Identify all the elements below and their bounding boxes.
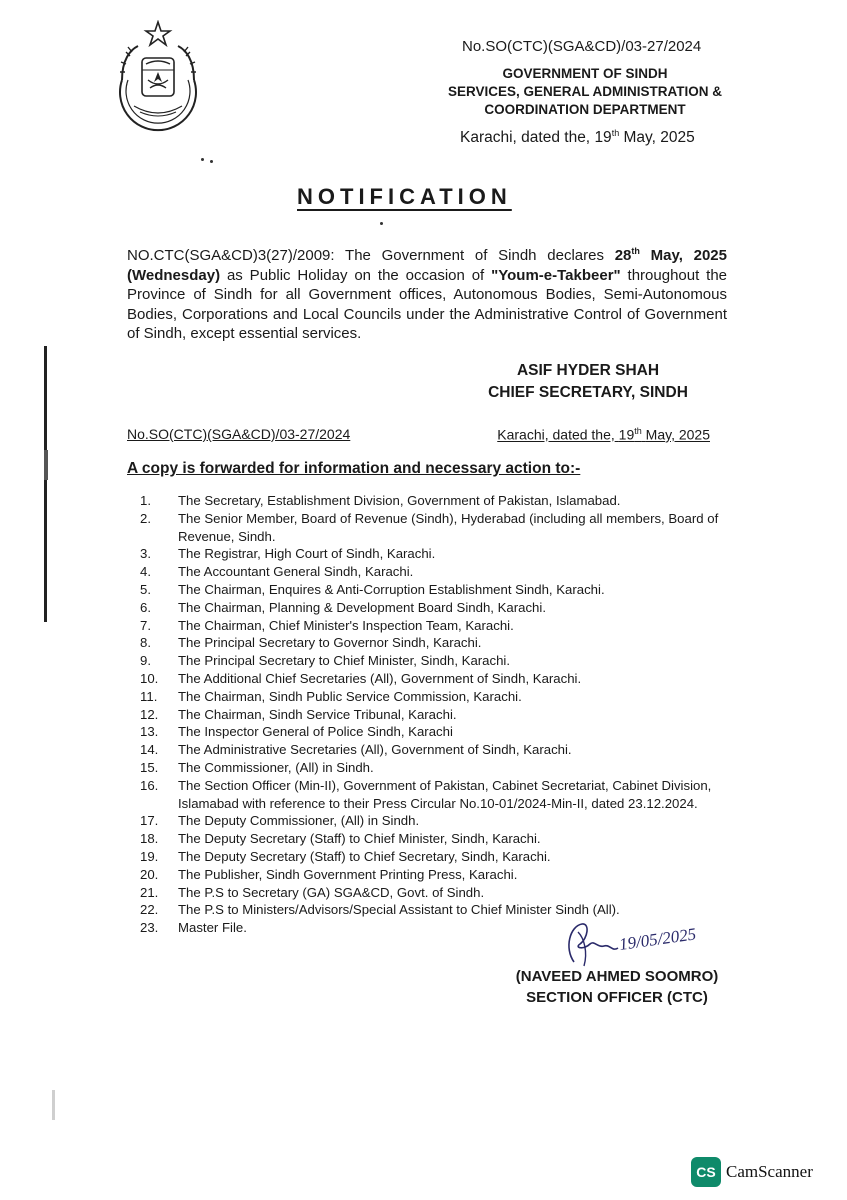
recipient-text: The Registrar, High Court of Sindh, Karachi. bbox=[178, 546, 436, 562]
recipient-item bbox=[140, 492, 740, 510]
copy-forwarded-heading: A copy is forwarded for information and necessary action to:- bbox=[127, 460, 581, 477]
recipient-item bbox=[140, 812, 740, 830]
recipient-number: 17. bbox=[140, 813, 159, 829]
recipient-number: 4. bbox=[140, 564, 151, 580]
recipient-number: 15. bbox=[140, 759, 159, 775]
recipient-text: The Deputy Secretary (Staff) to Chief Minister, Sindh, Karachi. bbox=[178, 831, 541, 847]
department-line-2: COORDINATION DEPARTMENT bbox=[484, 102, 686, 117]
recipient-item bbox=[140, 706, 740, 724]
recipient-text: The Principal Secretary to Chief Minister, Sindh, Karachi. bbox=[178, 653, 511, 669]
recipient-number: 23. bbox=[140, 920, 159, 936]
speck bbox=[380, 222, 383, 225]
notification-body: NO.CTC(SGA&CD)3(27)/2009: The Government of Sindh declares 28th May, 2025 (Wednesday) as Public Holiday on the occasion of "Youm-e-Takbeer" throughout the Province of Sindh for all Government offices, Autonomous Bodies, Semi-Autonomous Bodies, Corporations and Local Councils under the Administrative Control of Government of Sindh, except essential services. bbox=[127, 246, 728, 342]
recipient-item bbox=[140, 866, 740, 884]
recipient-text: The Chairman, Planning & Development Board Sindh, Karachi. bbox=[178, 599, 546, 615]
dated-line-top: Karachi, dated the, 19th May, 2025 bbox=[460, 128, 695, 147]
recipient-number: 12. bbox=[140, 706, 159, 722]
recipient-text: The Section Officer (Min-II), Government of Pakistan, Cabinet Secretariat, Cabinet Division, Islamabad with reference to their Press Circular No.10-01/2024-Min-II, dated 23.12.2024. bbox=[178, 777, 712, 811]
recipient-text: The Chairman, Enquires & Anti-Corruption Establishment Sindh, Karachi. bbox=[178, 581, 605, 597]
handwritten-date: 19/05/2025 bbox=[617, 924, 698, 954]
recipient-text: The Senior Member, Board of Revenue (Sindh), Hyderabad (including all members, Board of Revenue, Sindh. bbox=[178, 510, 719, 544]
recipient-number: 22. bbox=[140, 902, 159, 918]
recipient-text: The Secretary, Establishment Division, Government of Pakistan, Islamabad. bbox=[178, 493, 621, 508]
recipient-item bbox=[140, 688, 740, 706]
recipient-text: The P.S to Secretary (GA) SGA&CD, Govt. of Sindh. bbox=[178, 884, 485, 900]
recipient-number: 8. bbox=[140, 635, 151, 651]
recipient-text: The Accountant General Sindh, Karachi. bbox=[178, 564, 414, 580]
recipient-item bbox=[140, 617, 740, 635]
recipient-number: 1. bbox=[140, 493, 151, 508]
recipient-item bbox=[140, 884, 740, 902]
department-header bbox=[430, 65, 740, 119]
section-officer-signatory bbox=[502, 966, 732, 1008]
recipient-text: The Chairman, Chief Minister's Inspection Team, Karachi. bbox=[178, 617, 514, 633]
recipient-text: The P.S to Ministers/Advisors/Special Assistant to Chief Minister Sindh (All). bbox=[178, 902, 620, 918]
recipient-item bbox=[140, 741, 740, 759]
speck bbox=[201, 158, 204, 161]
recipient-number: 20. bbox=[140, 866, 159, 882]
notification-title: NOTIFICATION bbox=[297, 184, 512, 209]
reference-number-top: No.SO(CTC)(SGA&CD)/03-27/2024 bbox=[462, 38, 702, 55]
chief-secretary-signatory bbox=[458, 360, 718, 404]
recipient-text: The Deputy Secretary (Staff) to Chief Secretary, Sindh, Karachi. bbox=[178, 848, 551, 864]
recipient-list bbox=[140, 492, 740, 937]
scan-edge-artifact bbox=[44, 450, 48, 480]
recipient-text: The Deputy Commissioner, (All) in Sindh. bbox=[178, 813, 420, 829]
recipient-number: 13. bbox=[140, 724, 159, 740]
recipient-item bbox=[140, 759, 740, 777]
government-name: GOVERNMENT OF SINDH bbox=[502, 66, 668, 81]
recipient-text: The Chairman, Sindh Service Tribunal, Karachi. bbox=[178, 706, 457, 722]
recipient-item bbox=[140, 848, 740, 866]
recipient-item bbox=[140, 563, 740, 581]
recipient-number: 10. bbox=[140, 670, 159, 686]
officer-designation: SECTION OFFICER (CTC) bbox=[526, 989, 708, 1006]
recipient-item bbox=[140, 723, 740, 741]
recipient-item bbox=[140, 830, 740, 848]
recipient-number: 5. bbox=[140, 581, 151, 597]
recipient-item bbox=[140, 599, 740, 617]
recipient-number: 9. bbox=[140, 653, 151, 669]
recipient-item bbox=[140, 634, 740, 652]
recipient-item bbox=[140, 901, 740, 919]
recipient-item bbox=[140, 670, 740, 688]
camscanner-logo-icon: CS bbox=[691, 1157, 721, 1187]
recipient-number: 6. bbox=[140, 599, 151, 615]
department-line-1: SERVICES, GENERAL ADMINISTRATION & bbox=[447, 84, 723, 99]
recipient-text: The Commissioner, (All) in Sindh. bbox=[178, 759, 374, 775]
recipient-item bbox=[140, 510, 740, 546]
scan-edge-artifact bbox=[44, 346, 47, 622]
recipient-number: 14. bbox=[140, 742, 159, 758]
recipient-text: The Additional Chief Secretaries (All), Government of Sindh, Karachi. bbox=[178, 670, 582, 686]
scan-edge-artifact bbox=[52, 1090, 55, 1120]
recipient-text: Master File. bbox=[178, 920, 247, 936]
recipient-number: 7. bbox=[140, 617, 151, 633]
recipient-text: The Principal Secretary to Governor Sindh, Karachi. bbox=[178, 635, 482, 651]
recipient-text: The Publisher, Sindh Government Printing Press, Karachi. bbox=[178, 866, 518, 882]
copy-reference-number: No.SO(CTC)(SGA&CD)/03-27/2024 bbox=[127, 426, 351, 442]
recipient-text: The Inspector General of Police Sindh, Karachi bbox=[178, 724, 453, 740]
recipient-number: 11. bbox=[140, 688, 158, 704]
recipient-number: 2. bbox=[140, 510, 151, 526]
copy-reference-row bbox=[127, 426, 710, 443]
recipient-number: 21. bbox=[140, 884, 159, 900]
recipient-number: 3. bbox=[140, 546, 151, 562]
recipient-number: 19. bbox=[140, 848, 159, 864]
recipient-item bbox=[140, 545, 740, 563]
recipient-item bbox=[140, 581, 740, 599]
sindh-emblem-icon bbox=[112, 20, 204, 132]
officer-name: (NAVEED AHMED SOOMRO) bbox=[515, 968, 719, 985]
recipient-text: The Administrative Secretaries (All), Government of Sindh, Karachi. bbox=[178, 742, 572, 758]
signatory-name: ASIF HYDER SHAH bbox=[516, 362, 660, 379]
handwritten-signature bbox=[560, 918, 720, 970]
recipient-item bbox=[140, 652, 740, 670]
recipient-number: 16. bbox=[140, 777, 159, 793]
speck bbox=[210, 160, 213, 163]
recipient-item bbox=[140, 777, 740, 813]
copy-reference-date: Karachi, dated the, 19th May, 2025 bbox=[497, 426, 710, 443]
signatory-designation: CHIEF SECRETARY, SINDH bbox=[488, 384, 688, 401]
camscanner-text: CamScanner bbox=[726, 1162, 813, 1181]
recipient-text: The Chairman, Sindh Public Service Commission, Karachi. bbox=[178, 688, 522, 704]
recipient-number: 18. bbox=[140, 831, 159, 847]
